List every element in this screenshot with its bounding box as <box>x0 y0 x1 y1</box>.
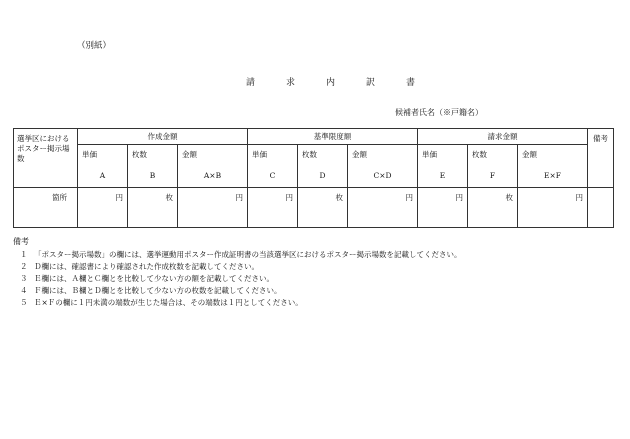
note-item <box>20 262 259 272</box>
sub-label: 単価 <box>252 150 268 159</box>
posting-sites-header-line3: 数 <box>17 154 25 163</box>
annex-label: （別紙） <box>77 41 112 51</box>
note-text: Ｄ欄には、確認書により確認された作成枚数を記載してください。 <box>34 262 259 271</box>
title-char: 内 <box>326 78 336 88</box>
column-code: C <box>269 171 276 180</box>
note-number: ４ <box>20 286 28 295</box>
unit-price-c-value[interactable] <box>248 188 298 228</box>
unit-price-e-value[interactable] <box>418 188 468 228</box>
amount-cxd-cell <box>348 145 418 188</box>
title-char: 求 <box>286 78 296 88</box>
quantity-f-cell <box>468 145 518 188</box>
unit-label: 円 <box>575 193 584 202</box>
note-number: ２ <box>20 262 28 271</box>
column-code: A×B <box>203 171 222 180</box>
remarks-header: 備考 <box>588 129 614 188</box>
unit-label: 円 <box>285 193 294 202</box>
quantity-b-value[interactable] <box>128 188 178 228</box>
posting-sites-header-line2: ポスター掲示場 <box>17 144 70 153</box>
quantity-b-cell <box>128 145 178 188</box>
document-title <box>246 78 415 88</box>
unit-label: 円 <box>115 193 123 202</box>
standard-limit-header: 基準限度額 <box>248 129 418 145</box>
sub-label: 枚数 <box>472 150 488 159</box>
amount-exf-cell <box>518 145 588 188</box>
quantity-d-value[interactable] <box>298 188 348 228</box>
unit-label: 円 <box>405 193 414 202</box>
note-number: ５ <box>20 298 28 307</box>
unit-label: 円 <box>235 193 244 202</box>
note-item <box>20 250 462 260</box>
note-item <box>20 286 282 296</box>
sub-label: 金額 <box>352 150 368 159</box>
column-code: E×F <box>544 171 562 180</box>
posting-sites-header <box>14 129 78 188</box>
column-code: F <box>489 171 496 180</box>
sub-label: 枚数 <box>132 150 147 159</box>
quantity-f-value[interactable] <box>468 188 518 228</box>
column-code: A <box>99 171 106 180</box>
sub-label: 金額 <box>182 150 197 159</box>
claim-amount-header: 請求金額 <box>418 129 588 145</box>
quantity-d-cell <box>298 145 348 188</box>
note-text: Ｆ欄には、Ｂ欄とＤ欄とを比較して少ない方の枚数を記載してください。 <box>34 286 282 295</box>
amount-exf-value[interactable] <box>518 188 588 228</box>
title-char: 請 <box>246 78 256 88</box>
sub-label: 単価 <box>82 150 97 159</box>
remarks-value[interactable] <box>588 188 614 228</box>
unit-label: 円 <box>455 193 464 202</box>
column-code: E <box>439 171 446 180</box>
column-code: D <box>319 171 326 180</box>
notes-heading: 備考 <box>13 237 29 246</box>
note-text: Ｅ欄には、Ａ欄とＣ欄とを比較して少ない方の額を記載してください。 <box>34 274 274 283</box>
amount-cxd-value[interactable] <box>348 188 418 228</box>
unit-label: 枚 <box>165 193 173 202</box>
amount-axb-value[interactable] <box>178 188 248 228</box>
unit-price-a-value[interactable] <box>78 188 128 228</box>
unit-label: 枚 <box>505 193 514 202</box>
amount-axb-cell <box>178 145 248 188</box>
note-text: Ｅ×Ｆの欄に１円未満の端数が生じた場合は、その端数は１円としてください。 <box>34 298 303 307</box>
unit-price-c-cell <box>248 145 298 188</box>
note-number: １ <box>20 250 28 259</box>
column-code: C×D <box>373 171 392 180</box>
sites-count-cell[interactable] <box>14 188 78 228</box>
posting-sites-header-line1: 選挙区における <box>17 134 70 143</box>
production-amount-header: 作成金額 <box>78 129 248 145</box>
invoice-breakdown-table <box>13 128 614 228</box>
title-char: 訳 <box>366 78 376 88</box>
candidate-name-label: 候補者氏名（※戸籍名） <box>395 108 483 117</box>
unit-label: 箇所 <box>52 193 67 202</box>
unit-price-e-cell <box>418 145 468 188</box>
title-char: 書 <box>406 78 416 88</box>
note-text: 「ポスター掲示場数」の欄には、選挙運動用ポスター作成証明書の当該選挙区におけるポスター掲示場数を記載してください。 <box>34 250 462 259</box>
unit-price-a-cell <box>78 145 128 188</box>
sub-label: 金額 <box>522 150 538 159</box>
sub-label: 単価 <box>422 150 438 159</box>
column-code: B <box>149 171 156 180</box>
note-item <box>20 298 303 308</box>
sub-label: 枚数 <box>302 150 318 159</box>
unit-label: 枚 <box>335 193 344 202</box>
note-number: ３ <box>20 274 28 283</box>
note-item <box>20 274 274 284</box>
